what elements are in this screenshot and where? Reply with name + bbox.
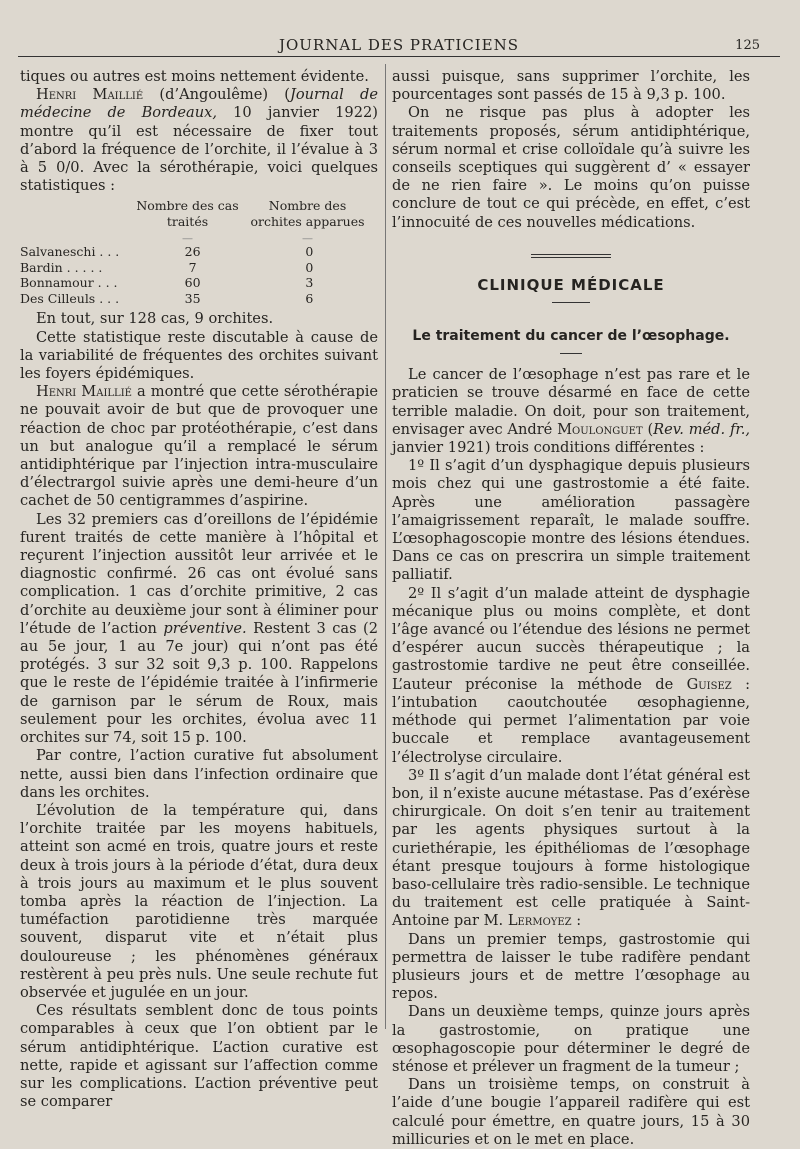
text-run: Le cancer de l’œsophage n’est pas rare et le praticien se trouve désarmé en face de cette terrible maladie. On doit, pour son traitement, envisager avec André <box>392 366 750 438</box>
orchites-cell: 3 <box>305 275 314 291</box>
paragraph: Ces résultats semblent donc de tous points comparables à ceux que l’on obtient par le sérum antidiphtérique. L’action curative est nette, rapide et agissant sur l’affection comme sur les complications. L’action préventive peut se comparer <box>20 1002 378 1111</box>
cases-cell: 7 <box>188 259 197 275</box>
article-title: Le traitement du cancer de l’œsophage. <box>412 328 730 345</box>
paragraph: En tout, sur 128 cas, 9 orchites. <box>36 310 274 328</box>
text-run: a montré que cette sérothérapie ne pouvait avoir de but que de provoquer une réaction de choc par protéothérapie, c’est dans un but analogue qu’il a remplacé le sérum antidiphtérique par l’injection intra-musculaire d’électrargol suivie après une demi-heure d’un cachet de 50 centigrammes d’aspirine. <box>20 383 379 510</box>
orchites-cell: 0 <box>305 244 314 260</box>
journal-citation: Rev. méd. fr., <box>653 420 750 438</box>
author-name: Lermoyez <box>507 912 572 930</box>
author-name: Henri Maillié <box>36 86 144 104</box>
paragraph: L’évolution de la température qui, dans l’orchite traitée par les moyens habituels, atteint son acmé en trois, quatre jours et reste deux à trois jours à la période d’état, dura deux à trois jours au maximum et le plus souvent tomba après la réaction de l’injection. La tuméfaction parotidienne très marquée souvent, disparut vite et n’était plus douloureuse ; les phénomènes généraux restèrent à peu près nuls. Une seule rechute fut observée et jugulée en un jour. <box>20 801 378 1001</box>
page-number: 125 <box>735 38 760 53</box>
text-run: janvier 1921) trois conditions différentes : <box>392 439 705 457</box>
paragraph: Cette statistique reste discutable à cause de la variabilité de fréquentes des orchites suivant les foyers épidémiques. <box>20 328 378 383</box>
paragraph: Dans un deuxième temps, quinze jours après la gastrostomie, on pratique une œsophagoscopie pour déterminer le degré de sténose et prélever un fragment de la tumeur ; <box>392 1003 750 1075</box>
orchites-cell: 0 <box>305 259 314 275</box>
journal-title: JOURNAL DES PRATICIENS <box>278 36 520 54</box>
paragraph <box>20 383 378 510</box>
text-run: : l’intubation caoutchoutée œsophagienne, méthode qui permet l’alimentation par voie buccale et remplace avantageusement l’électrolyse circulaire. <box>392 675 750 766</box>
column-header-cases: Nombre des cas traités <box>136 198 239 230</box>
paragraph <box>392 366 750 457</box>
text-run: : <box>571 912 582 930</box>
paragraph <box>20 86 378 195</box>
column-header-orchites: Nombre des orchites apparues <box>250 198 365 230</box>
table-row <box>20 244 378 260</box>
table-row <box>20 275 378 291</box>
author-cell: Bonnamour . . . <box>20 275 118 291</box>
section-rule <box>552 302 590 303</box>
journal-citation: Journal de médecine de Bordeaux, <box>20 86 378 122</box>
cases-cell: 26 <box>184 244 201 260</box>
paragraph: Dans un premier temps, gastrostomie qui permettra de laisser le tube radifère pendant plusieurs jours et de mettre l’œsophage au repos. <box>392 930 750 1003</box>
author-cell: Bardin . . . . . <box>20 259 103 275</box>
column-divider <box>385 64 386 1029</box>
orchites-cell: 6 <box>305 290 314 306</box>
text-run: Les 32 premiers cas d’oreillons de l’épidémie furent traités de cette manière à l’hôpital et reçurent l’injection aussitôt leur arrivée et le diagnostic confirmé. 26 cas ont évolué sans complication. 1 cas d’orchite primitive, 2 cas d’orchite au deuxième jour sont à éliminer pour l’étude de l’action <box>20 510 378 637</box>
text-run: ( <box>642 420 654 438</box>
author-cell: Des Cilleuls . . . <box>20 290 120 306</box>
paragraph <box>392 585 750 767</box>
cases-cell: 60 <box>184 275 201 291</box>
statistics-table <box>20 198 378 306</box>
text-run: 10 janvier 1922) montre qu’il est nécessaire de fixer tout d’abord la fréquence de l’orchite, il l’évalue à 3 à 5 0/0. Avec la sérothérapie, voici quelques statistiques : <box>20 104 378 195</box>
author-name: Henri Maillié <box>36 383 132 401</box>
paragraph: On ne risque pas plus à adopter les traitements proposés, sérum antidiphtérique, sérum normal et crise colloïdale qu’à suivre les conseils sceptiques qui suggèrent d’ « essayer de ne rien faire ». Le moins qu’on puisse conclure de tout ce qui précède, en effet, c’est l’innocuité de ces nouvelles médications. <box>392 104 750 231</box>
table-row <box>20 260 378 276</box>
paragraph: 1º Il s’agit d’un dysphagique depuis plusieurs mois chez qui une gastrostomie a été faite. Après une amélioration passagère l’amaigrissement reparaît, le malade souffre. L’œsophagoscopie montre des lésions étendues. Dans ce cas on prescrira un simple traitement palliatif. <box>392 457 750 584</box>
emphasis: préventive. <box>163 619 247 637</box>
text-run: Restent 3 cas (2 au 5e jour, 1 au 7e jour) qui n’ont pas été protégés. 3 sur 32 soit 9,3 p. 100. Rappelons que le reste de l’épidémie traitée à l’infirmerie de garnison par le sérum de Roux, mais seulement pour les orchites, évolua avec 11 orchites sur 74, soit 15 p. 100. <box>20 619 378 747</box>
paragraph <box>392 767 750 931</box>
text-run: (d’Angoulême) ( <box>143 86 290 104</box>
running-header <box>18 34 780 57</box>
cases-cell: 35 <box>184 290 201 306</box>
author-name: Guisez <box>686 675 732 693</box>
paragraph: aussi puisque, sans supprimer l’orchite, les pourcentages sont passés de 15 à 9,3 p. 100. <box>392 68 750 104</box>
right-column <box>392 68 750 1149</box>
author-cell: Salvaneschi . . . <box>20 244 120 260</box>
section-heading: CLINIQUE MÉDICALE <box>477 275 665 294</box>
section-rule <box>531 254 611 258</box>
text-run: 2º Il s’agit d’un malade atteint de dysphagie mécanique plus ou moins complète, et dont l’âge avancé ou l’étendue des lésions ne permet d’espérer aucun succès thérapeutique ; la gastrostomie tardive ne peut être conseillée. L’auteur préconise la méthode de <box>392 584 750 693</box>
title-rule <box>560 353 582 354</box>
paragraph: Dans un troisième temps, on construit à l’aide d’une bougie l’appareil radifère qui est calculé pour émettre, en quatre jours, 15 à 30 millicuries et on le met en place. <box>392 1076 750 1148</box>
left-column <box>20 68 378 1111</box>
paragraph: Par contre, l’action curative fut absolument nette, aussi bien dans l’infection ordinaire que dans les orchites. <box>20 747 378 801</box>
text-run: 3º Il s’agit d’un malade dont l’état général est bon, il n’existe aucune métastase. Pas d’exérèse chirurgicale. On doit s’en tenir au traitement par les agents physiques surtout à la curiethérapie, les épithéliomas de l’œsophage étant presque toujours à forme histologique baso-cellulaire très radio-sensible. Le technique du traitement est celle pratiquée à Saint-Antoine par M. <box>392 766 750 930</box>
table-row <box>20 291 378 307</box>
paragraph <box>20 511 378 748</box>
header-rules: — — <box>182 232 313 246</box>
author-name: Moulonguet <box>557 420 643 438</box>
paragraph: tiques ou autres est moins nettement évidente. <box>20 68 369 85</box>
